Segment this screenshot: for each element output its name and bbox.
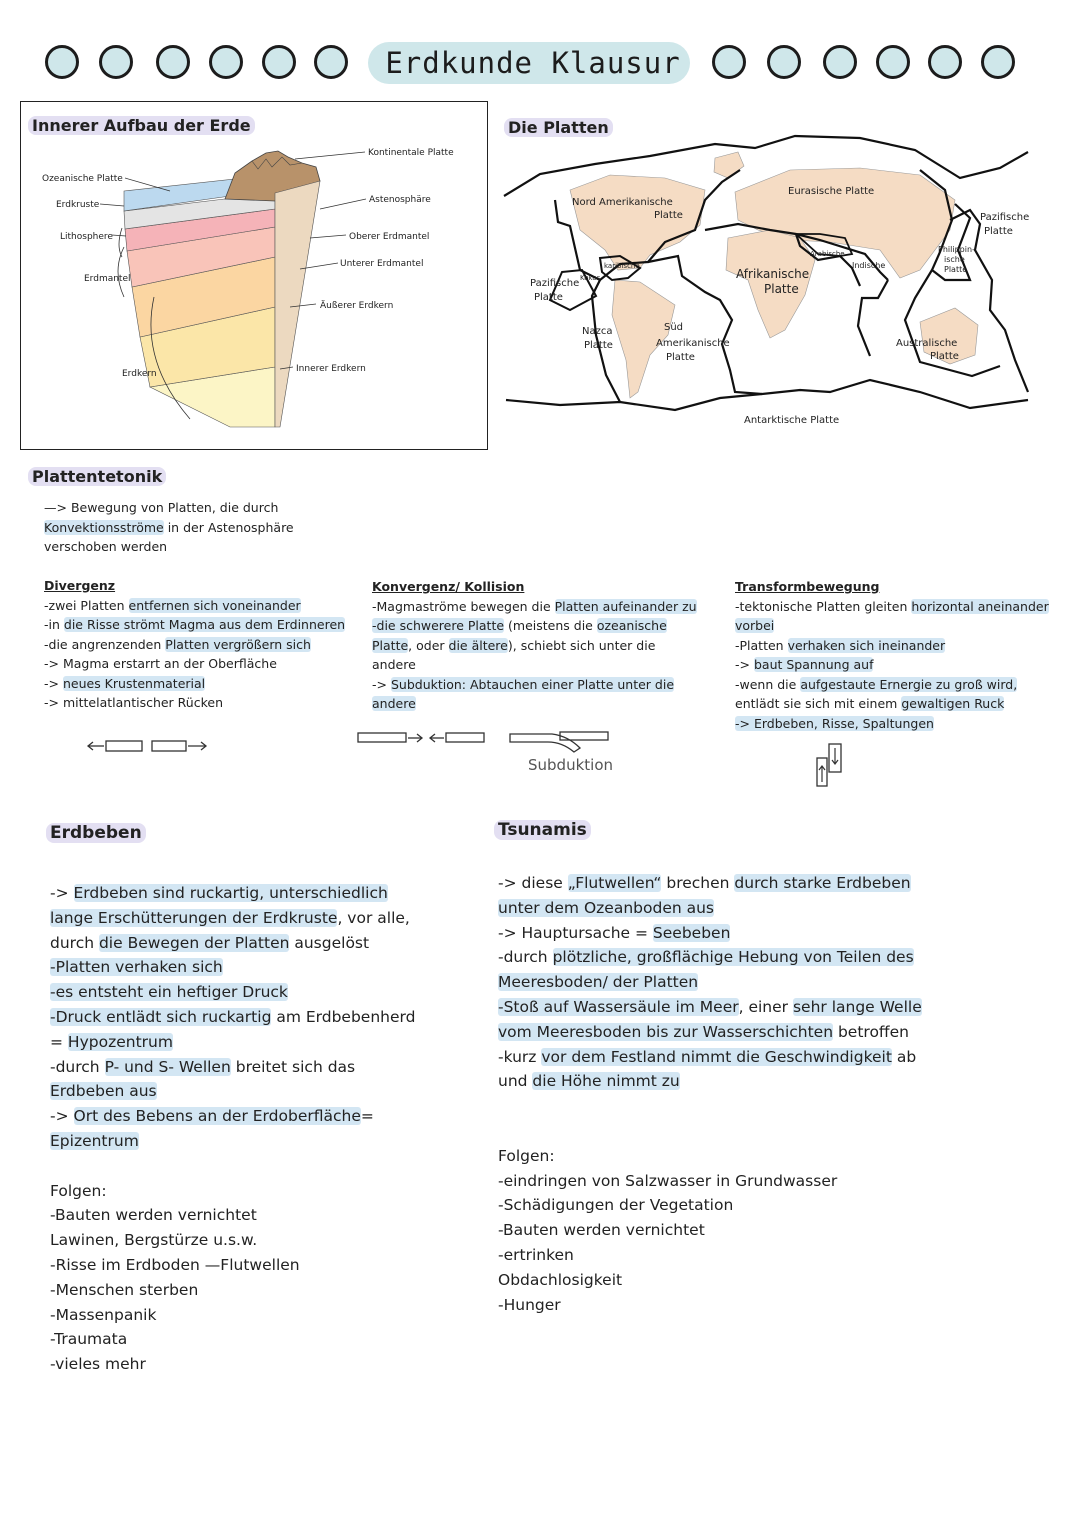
konvergenz-sketch — [356, 728, 496, 748]
label-afrika-2: Platte — [764, 282, 799, 296]
decor-circle-icon — [767, 45, 801, 79]
konvergenz-block: Konvergenz/ Kollision -Magmaströme bewegen die Platten aufeinander zu -die schwerere Platte (meistens die ozeanische Platte, oder die ältere), schiebt sich unter die andere -> Subduktion: Abtauchen einer Platte unter die andere — [372, 579, 697, 711]
subduktion-sketch — [508, 730, 612, 754]
label-oberer-erdmantel: Oberer Erdmantel — [349, 232, 430, 242]
earth-structure-heading: Innerer Aufbau der Erde — [28, 116, 255, 135]
label-australien-2: Platte — [930, 351, 959, 362]
subduktion-label: Subduktion — [528, 756, 613, 774]
label-erdmantel: Erdmantel — [84, 274, 131, 284]
label-kontinentale-platte: Kontinentale Platte — [368, 148, 454, 158]
decor-circle-icon — [823, 45, 857, 79]
label-philippinen-1: Philippin- — [938, 245, 975, 254]
earth-structure-diagram — [20, 101, 486, 448]
label-pazifik-links-2: Platte — [534, 292, 563, 303]
label-antarktis: Antarktische Platte — [744, 415, 840, 426]
transform-block: Transformbewegung -tektonische Platten gleiten horizontal aneinander vorbei -Platten verhaken sich ineinander -> baut Spannung auf -wenn die aufgestaute Ernergie zu groß wird, entlädt sie sich mit einem gewaltigen Ruck -> Erdbeben, Risse, Spaltungen — [735, 579, 1049, 731]
plattentektonik-heading: Plattentetonik — [28, 467, 166, 486]
plate-map-heading: Die Platten — [504, 118, 613, 137]
label-karibisch: karibische — [604, 262, 640, 270]
label-erdkruste: Erdkruste — [56, 200, 100, 210]
decor-circle-icon — [712, 45, 746, 79]
decor-circle-icon — [928, 45, 962, 79]
label-philippinen-3: Platte — [944, 265, 968, 274]
label-unterer-erdmantel: Unterer Erdmantel — [340, 259, 424, 269]
continent-north-america — [570, 175, 705, 270]
label-afrika-1: Afrikanische — [736, 267, 810, 281]
label-aeusserer-erdkern: Äußerer Erdkern — [320, 301, 394, 311]
decor-circle-icon — [209, 45, 243, 79]
label-philippinen-2: ische — [944, 255, 965, 264]
label-pazifik-links-1: Pazifische — [530, 278, 580, 289]
label-suedamerika-1: Süd — [664, 322, 684, 333]
label-nazca-2: Platte — [584, 340, 613, 351]
label-ozeanische-platte: Ozeanische Platte — [42, 174, 123, 184]
label-indisch: Indische — [852, 261, 886, 270]
label-suedamerika-3: Platte — [666, 352, 695, 363]
konvergenz-title: Konvergenz/ Kollision — [372, 579, 525, 594]
page-title: Erdkunde Klausur — [385, 46, 681, 80]
divergenz-block: Divergenz -zwei Platten entfernen sich voneinander -in die Risse strömt Magma aus dem Erdinneren -die angrenzenden Platten vergrößern sich -> Magma erstarrt an der Oberfläche -> neues Krustenmaterial -> mittelatlantischer Rücken — [44, 578, 346, 710]
decor-circle-icon — [314, 45, 348, 79]
label-australien-1: Australische — [896, 338, 958, 349]
tsunamis-text: -> diese „Flutwellen“ brechen durch starke Erdbeben unter dem Ozeanboden aus -> Hauptursache = Seebeben -durch plötzliche, großflächige Hebung von Teilen des Meeresboden/ der Platten -Stoß auf Wassersäule im Meer, einer sehr lange Welle vom Meeresboden bis zur Wasserschichten betroffen -kurz vor dem Festland nimmt die Geschwindigkeit ab und die Höhe nimmt zu Folgen: -eindringen von Salzwasser in Grundwasser -Schädigungen der Vegetation -Bauten werden vernichtet -ertrinken Obdachlosigkeit -Hunger — [498, 874, 922, 1314]
plate-map — [500, 130, 1035, 435]
erdbeben-text: -> Erdbeben sind ruckartig, unterschiedlich lange Erschütterungen der Erdkruste, vor alle, durch die Bewegen der Platten ausgelöst -Platten verhaken sich -es entsteht ein heftiger Druck -Druck entlädt sich ruckartig am Erdbebenherd = Hypozentrum -durch P- und S- Wellen breitet sich das Erdbeben aus -> Ort des Bebens an der Erdoberfläche= Epizentrum Folgen: -Bauten werden vernichtet Lawinen, Bergstürze u.s.w. -Risse im Erdboden —Flutwellen -Menschen sterben -Massenpanik -Traumata -vieles mehr — [50, 884, 416, 1374]
decor-circle-icon — [156, 45, 190, 79]
decor-circle-icon — [45, 45, 79, 79]
decor-circle-icon — [262, 45, 296, 79]
label-nazca-1: Nazca — [582, 326, 613, 337]
divergenz-title: Divergenz — [44, 578, 116, 593]
label-suedamerika-2: Amerikanische — [656, 338, 730, 349]
tsunamis-heading: Tsunamis — [494, 820, 591, 840]
label-eurasien: Eurasische Platte — [788, 186, 875, 197]
label-nordamerika-2: Platte — [654, 210, 683, 221]
decor-circle-icon — [981, 45, 1015, 79]
continent-greenland — [714, 152, 744, 178]
label-nordamerika-1: Nord Amerikanische — [572, 197, 673, 208]
label-pazifik-rechts-2: Platte — [984, 226, 1013, 237]
label-pazifik-rechts-1: Pazifische — [980, 212, 1030, 223]
decor-circle-icon — [99, 45, 133, 79]
divergenz-sketch — [86, 736, 216, 756]
transform-title: Transformbewegung — [735, 579, 880, 594]
label-arabisch: Arabische — [810, 250, 845, 258]
label-asthenosphaere: Astenosphäre — [369, 195, 431, 205]
erdbeben-heading: Erdbeben — [46, 823, 146, 843]
label-erdkern: Erdkern — [122, 369, 157, 379]
transform-sketch — [814, 742, 848, 790]
label-innerer-erdkern: Innerer Erdkern — [296, 364, 366, 374]
plattentektonik-intro: —> Bewegung von Platten, die durch Konvektionsströme in der Astenosphäre verschoben werden — [44, 500, 294, 554]
decor-circle-icon — [876, 45, 910, 79]
label-lithosphere: Lithosphere — [60, 232, 113, 242]
label-kokos: Kokos — [580, 274, 601, 282]
